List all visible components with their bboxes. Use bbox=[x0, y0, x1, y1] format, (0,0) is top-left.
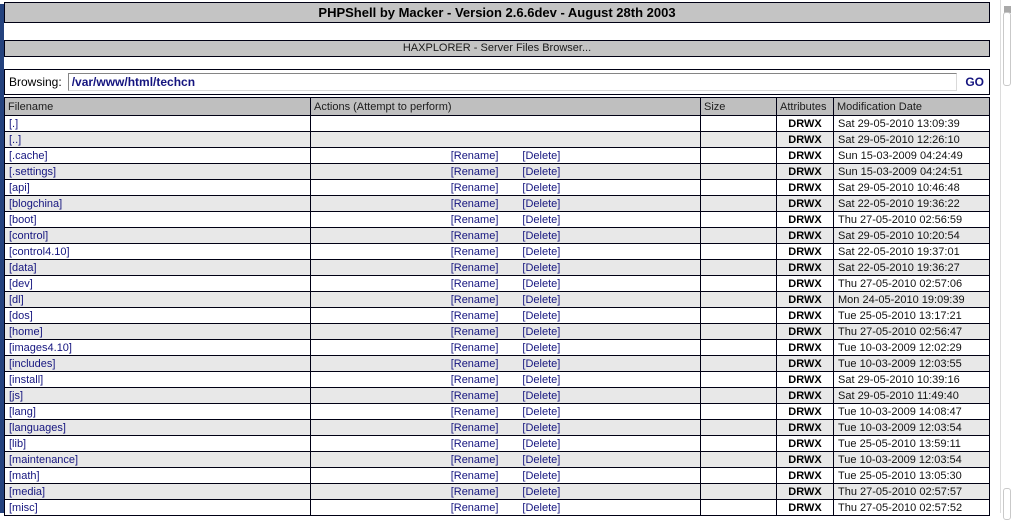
modified-cell: Sat 29-05-2010 13:09:39 bbox=[834, 116, 990, 132]
size-cell bbox=[701, 324, 777, 340]
attributes-cell: DRWX bbox=[777, 132, 834, 148]
attributes-cell: DRWX bbox=[777, 212, 834, 228]
table-row bbox=[5, 404, 990, 420]
modified-cell: Sat 29-05-2010 10:20:54 bbox=[834, 228, 990, 244]
filename-link[interactable]: [.cache] bbox=[9, 149, 48, 162]
section-title: HAXPLORER - Server Files Browser... bbox=[4, 40, 990, 57]
delete-link[interactable]: [Delete] bbox=[522, 373, 561, 386]
delete-link[interactable]: [Delete] bbox=[522, 469, 561, 482]
rename-link[interactable]: [Rename] bbox=[450, 357, 499, 370]
modified-cell: Tue 10-03-2009 12:02:29 bbox=[834, 340, 990, 356]
header-filename: Filename bbox=[5, 98, 311, 116]
modified-cell: Sun 15-03-2009 04:24:49 bbox=[834, 148, 990, 164]
modified-cell: Sat 29-05-2010 12:26:10 bbox=[834, 132, 990, 148]
delete-link[interactable]: [Delete] bbox=[522, 309, 561, 322]
rename-link[interactable]: [Rename] bbox=[450, 277, 499, 290]
rename-link[interactable]: [Rename] bbox=[450, 405, 499, 418]
browsing-label: Browsing: bbox=[9, 75, 62, 89]
attributes-cell: DRWX bbox=[777, 468, 834, 484]
rename-link[interactable]: [Rename] bbox=[450, 421, 499, 434]
delete-link[interactable]: [Delete] bbox=[522, 277, 561, 290]
scrollbar-track-bottom[interactable] bbox=[1003, 488, 1011, 520]
attributes-cell: DRWX bbox=[777, 356, 834, 372]
size-cell bbox=[701, 388, 777, 404]
rename-link[interactable]: [Rename] bbox=[450, 261, 499, 274]
filename-link[interactable]: [boot] bbox=[9, 213, 37, 226]
filename-link[interactable]: [.] bbox=[9, 117, 19, 130]
modified-cell: Sat 29-05-2010 10:46:48 bbox=[834, 180, 990, 196]
rename-link[interactable]: [Rename] bbox=[450, 373, 499, 386]
modified-cell: Tue 25-05-2010 13:17:21 bbox=[834, 308, 990, 324]
attributes-cell: DRWX bbox=[777, 196, 834, 212]
attributes-cell: DRWX bbox=[777, 164, 834, 180]
table-row bbox=[5, 164, 990, 180]
modified-cell: Sat 29-05-2010 11:49:40 bbox=[834, 388, 990, 404]
size-cell bbox=[701, 180, 777, 196]
delete-link[interactable]: [Delete] bbox=[522, 453, 561, 466]
rename-link[interactable]: [Rename] bbox=[450, 389, 499, 402]
size-cell bbox=[701, 116, 777, 132]
table-row bbox=[5, 436, 990, 452]
attributes-cell: DRWX bbox=[777, 340, 834, 356]
table-row bbox=[5, 260, 990, 276]
table-row bbox=[5, 388, 990, 404]
scrollbar-track-line bbox=[1000, 0, 1001, 513]
modified-cell: Sat 22-05-2010 19:36:22 bbox=[834, 196, 990, 212]
scrollbar-track-top[interactable] bbox=[1003, 12, 1011, 86]
attributes-cell: DRWX bbox=[777, 244, 834, 260]
filename-link[interactable]: [maintenance] bbox=[9, 453, 79, 466]
table-row bbox=[5, 196, 990, 212]
modified-cell: Tue 10-03-2009 14:08:47 bbox=[834, 404, 990, 420]
attributes-cell: DRWX bbox=[777, 484, 834, 500]
table-row bbox=[5, 452, 990, 468]
rename-link[interactable]: [Rename] bbox=[450, 293, 499, 306]
modified-cell: Mon 24-05-2010 19:09:39 bbox=[834, 292, 990, 308]
delete-link[interactable]: [Delete] bbox=[522, 197, 561, 210]
filename-link[interactable]: [data] bbox=[9, 261, 37, 274]
attributes-cell: DRWX bbox=[777, 116, 834, 132]
attributes-cell: DRWX bbox=[777, 436, 834, 452]
modified-cell: Tue 10-03-2009 12:03:54 bbox=[834, 452, 990, 468]
table-row bbox=[5, 148, 990, 164]
delete-link[interactable]: [Delete] bbox=[522, 405, 561, 418]
rename-link[interactable]: [Rename] bbox=[450, 229, 499, 242]
size-cell bbox=[701, 468, 777, 484]
size-cell bbox=[701, 500, 777, 516]
size-cell bbox=[701, 244, 777, 260]
filename-link[interactable]: [images4.10] bbox=[9, 341, 72, 354]
delete-link[interactable]: [Delete] bbox=[522, 501, 561, 514]
go-button[interactable]: GO bbox=[965, 75, 984, 89]
delete-link[interactable]: [Delete] bbox=[522, 341, 561, 354]
table-row bbox=[5, 420, 990, 436]
attributes-cell: DRWX bbox=[777, 148, 834, 164]
size-cell bbox=[701, 196, 777, 212]
page-title: PHPShell by Macker - Version 2.6.6dev - August 28th 2003 bbox=[4, 2, 990, 23]
delete-link[interactable]: [Delete] bbox=[522, 213, 561, 226]
filename-link[interactable]: [blogchina] bbox=[9, 197, 63, 210]
phpshell-page bbox=[4, 0, 990, 516]
rename-link[interactable]: [Rename] bbox=[450, 245, 499, 258]
rename-link[interactable]: [Rename] bbox=[450, 501, 499, 514]
filename-link[interactable]: [control4.10] bbox=[9, 245, 70, 258]
attributes-cell: DRWX bbox=[777, 404, 834, 420]
modified-cell: Sat 22-05-2010 19:36:27 bbox=[834, 260, 990, 276]
size-cell bbox=[701, 452, 777, 468]
size-cell bbox=[701, 164, 777, 180]
filename-link[interactable]: [includes] bbox=[9, 357, 56, 370]
header-actions: Actions (Attempt to perform) bbox=[311, 98, 701, 116]
size-cell bbox=[701, 228, 777, 244]
table-row bbox=[5, 356, 990, 372]
rename-link[interactable]: [Rename] bbox=[450, 341, 499, 354]
size-cell bbox=[701, 132, 777, 148]
modified-cell: Thu 27-05-2010 02:56:59 bbox=[834, 212, 990, 228]
delete-link[interactable]: [Delete] bbox=[522, 149, 561, 162]
attributes-cell: DRWX bbox=[777, 228, 834, 244]
rename-link[interactable]: [Rename] bbox=[450, 181, 499, 194]
file-table bbox=[4, 97, 990, 516]
size-cell bbox=[701, 148, 777, 164]
delete-link[interactable]: [Delete] bbox=[522, 389, 561, 402]
size-cell bbox=[701, 404, 777, 420]
attributes-cell: DRWX bbox=[777, 180, 834, 196]
attributes-cell: DRWX bbox=[777, 292, 834, 308]
table-row bbox=[5, 244, 990, 260]
attributes-cell: DRWX bbox=[777, 372, 834, 388]
table-row bbox=[5, 484, 990, 500]
rename-link[interactable]: [Rename] bbox=[450, 437, 499, 450]
filename-link[interactable]: [install] bbox=[9, 373, 44, 386]
delete-link[interactable]: [Delete] bbox=[522, 437, 561, 450]
attributes-cell: DRWX bbox=[777, 308, 834, 324]
modified-cell: Sun 15-03-2009 04:24:51 bbox=[834, 164, 990, 180]
rename-link[interactable]: [Rename] bbox=[450, 165, 499, 178]
modified-cell: Thu 27-05-2010 02:57:06 bbox=[834, 276, 990, 292]
size-cell bbox=[701, 292, 777, 308]
header-modification-date: Modification Date bbox=[834, 98, 990, 116]
filename-link[interactable]: [dev] bbox=[9, 277, 33, 290]
delete-link[interactable]: [Delete] bbox=[522, 261, 561, 274]
table-row bbox=[5, 324, 990, 340]
attributes-cell: DRWX bbox=[777, 500, 834, 516]
delete-link[interactable]: [Delete] bbox=[522, 181, 561, 194]
attributes-cell: DRWX bbox=[777, 388, 834, 404]
size-cell bbox=[701, 308, 777, 324]
size-cell bbox=[701, 484, 777, 500]
table-row bbox=[5, 292, 990, 308]
browse-bar bbox=[4, 69, 990, 95]
rename-link[interactable]: [Rename] bbox=[450, 197, 499, 210]
size-cell bbox=[701, 372, 777, 388]
attributes-cell: DRWX bbox=[777, 276, 834, 292]
table-row bbox=[5, 180, 990, 196]
modified-cell: Tue 25-05-2010 13:05:30 bbox=[834, 468, 990, 484]
delete-link[interactable]: [Delete] bbox=[522, 293, 561, 306]
table-row bbox=[5, 132, 990, 148]
rename-link[interactable]: [Rename] bbox=[450, 149, 499, 162]
rename-link[interactable]: [Rename] bbox=[450, 325, 499, 338]
filename-link[interactable]: [math] bbox=[9, 469, 40, 482]
delete-link[interactable]: [Delete] bbox=[522, 245, 561, 258]
attributes-cell: DRWX bbox=[777, 260, 834, 276]
rename-link[interactable]: [Rename] bbox=[450, 453, 499, 466]
modified-cell: Tue 10-03-2009 12:03:55 bbox=[834, 356, 990, 372]
filename-link[interactable]: [js] bbox=[9, 389, 24, 402]
modified-cell: Sat 22-05-2010 19:37:01 bbox=[834, 244, 990, 260]
table-header-row bbox=[5, 98, 990, 116]
size-cell bbox=[701, 420, 777, 436]
header-size: Size bbox=[701, 98, 777, 116]
delete-link[interactable]: [Delete] bbox=[522, 357, 561, 370]
rename-link[interactable]: [Rename] bbox=[450, 309, 499, 322]
table-row bbox=[5, 500, 990, 516]
modified-cell: Thu 27-05-2010 02:56:47 bbox=[834, 324, 990, 340]
size-cell bbox=[701, 356, 777, 372]
filename-link[interactable]: [api] bbox=[9, 181, 30, 194]
attributes-cell: DRWX bbox=[777, 452, 834, 468]
filename-link[interactable]: [control] bbox=[9, 229, 49, 242]
table-row bbox=[5, 372, 990, 388]
table-row bbox=[5, 212, 990, 228]
size-cell bbox=[701, 436, 777, 452]
delete-link[interactable]: [Delete] bbox=[522, 165, 561, 178]
delete-link[interactable]: [Delete] bbox=[522, 421, 561, 434]
filename-link[interactable]: [lang] bbox=[9, 405, 36, 418]
attributes-cell: DRWX bbox=[777, 420, 834, 436]
filename-link[interactable]: [dos] bbox=[9, 309, 33, 322]
header-attributes: Attributes bbox=[777, 98, 834, 116]
modified-cell: Tue 25-05-2010 13:59:11 bbox=[834, 436, 990, 452]
delete-link[interactable]: [Delete] bbox=[522, 325, 561, 338]
rename-link[interactable]: [Rename] bbox=[450, 485, 499, 498]
table-row bbox=[5, 116, 990, 132]
modified-cell: Sat 29-05-2010 10:39:16 bbox=[834, 372, 990, 388]
size-cell bbox=[701, 340, 777, 356]
delete-link[interactable]: [Delete] bbox=[522, 229, 561, 242]
modified-cell: Thu 27-05-2010 02:57:57 bbox=[834, 484, 990, 500]
file-table-body bbox=[5, 116, 990, 516]
filename-link[interactable]: [dl] bbox=[9, 293, 24, 306]
table-row bbox=[5, 228, 990, 244]
attributes-cell: DRWX bbox=[777, 324, 834, 340]
size-cell bbox=[701, 276, 777, 292]
modified-cell: Thu 27-05-2010 02:57:52 bbox=[834, 500, 990, 516]
filename-link[interactable]: [..] bbox=[9, 133, 22, 146]
filename-link[interactable]: [home] bbox=[9, 325, 43, 338]
table-row bbox=[5, 468, 990, 484]
table-row bbox=[5, 340, 990, 356]
rename-link[interactable]: [Rename] bbox=[450, 469, 499, 482]
filename-link[interactable]: [languages] bbox=[9, 421, 66, 434]
table-row bbox=[5, 276, 990, 292]
table-row bbox=[5, 308, 990, 324]
delete-link[interactable]: [Delete] bbox=[522, 485, 561, 498]
size-cell bbox=[701, 260, 777, 276]
size-cell bbox=[701, 212, 777, 228]
path-input[interactable] bbox=[68, 73, 958, 91]
filename-link[interactable]: [media] bbox=[9, 485, 46, 498]
modified-cell: Tue 10-03-2009 12:03:54 bbox=[834, 420, 990, 436]
filename-link[interactable]: [.settings] bbox=[9, 165, 57, 178]
rename-link[interactable]: [Rename] bbox=[450, 213, 499, 226]
filename-link[interactable]: [misc] bbox=[9, 501, 38, 514]
filename-link[interactable]: [lib] bbox=[9, 437, 27, 450]
